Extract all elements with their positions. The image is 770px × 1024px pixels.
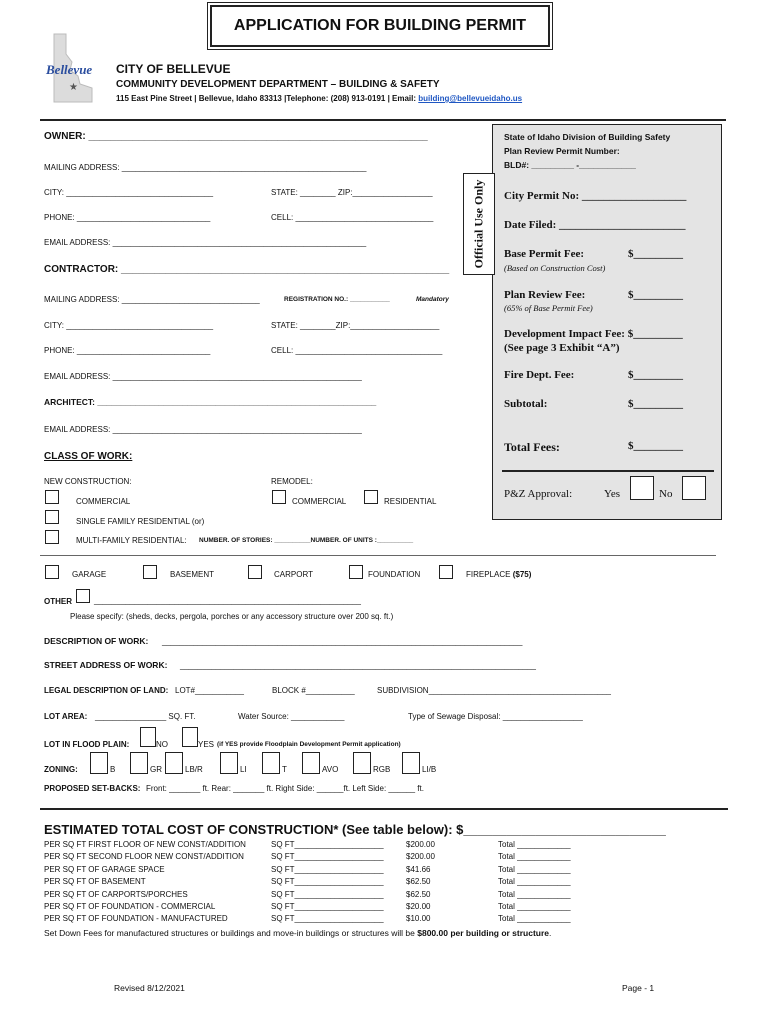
zone-checkbox[interactable] bbox=[90, 752, 108, 774]
lot-area-field[interactable]: ________________ SQ. FT. bbox=[95, 712, 196, 721]
cost-row-label: PER SQ FT OF CARPORTS/PORCHES bbox=[44, 889, 188, 899]
multi-family-checkbox[interactable] bbox=[45, 530, 59, 544]
pz-no-label: No bbox=[659, 488, 673, 500]
total-fees-label: Total Fees: bbox=[504, 440, 560, 454]
cost-row-sqft[interactable]: SQ FT____________________ bbox=[271, 914, 384, 924]
zone-label: B bbox=[110, 765, 116, 774]
owner-email-field[interactable]: EMAIL ADDRESS: _________________________________________________________ bbox=[44, 238, 367, 247]
remodel-label: REMODEL: bbox=[271, 477, 313, 486]
cost-row-rate: $10.00 bbox=[406, 914, 431, 924]
contractor-mailing-field[interactable]: MAILING ADDRESS: _______________________________ bbox=[44, 295, 260, 304]
fire-fee-value[interactable]: $_________ bbox=[628, 369, 683, 381]
zone-label: LI/B bbox=[422, 765, 437, 774]
flood-yes-label: YES bbox=[198, 740, 215, 749]
plan-fee-label: Plan Review Fee: bbox=[504, 289, 586, 301]
zone-label: AVO bbox=[322, 765, 339, 774]
fireplace-fee: ($75) bbox=[512, 570, 532, 579]
owner-cell-field[interactable]: CELL: _______________________________ bbox=[271, 213, 434, 222]
architect-field[interactable]: ARCHITECT: ___________________________________________________________ bbox=[44, 397, 377, 407]
water-source-field[interactable]: Water Source: ____________ bbox=[238, 712, 345, 721]
svg-text:★: ★ bbox=[69, 82, 78, 93]
cost-row-total[interactable]: Total ____________ bbox=[498, 864, 571, 874]
foundation-label: FOUNDATION bbox=[368, 570, 421, 579]
basement-label: BASEMENT bbox=[170, 570, 215, 579]
cost-rule bbox=[40, 808, 728, 810]
flood-yes-checkbox[interactable] bbox=[182, 727, 198, 747]
plan-fee-value[interactable]: $_________ bbox=[628, 289, 683, 301]
zoning-label: ZONING: bbox=[44, 765, 78, 774]
zone-checkbox[interactable] bbox=[302, 752, 320, 774]
setbacks-field[interactable]: Front: _______ ft. Rear: _______ ft. Right Side: ______ft. Left Side: ______ ft. bbox=[146, 784, 424, 793]
total-fees-value[interactable]: $_________ bbox=[628, 440, 683, 452]
contractor-email-field[interactable]: EMAIL ADDRESS: ________________________________________________________ bbox=[44, 372, 362, 381]
owner-mailing-field[interactable]: MAILING ADDRESS: _______________________________________________________ bbox=[44, 163, 367, 172]
subtotal-label: Subtotal: bbox=[504, 398, 548, 410]
cost-row-sqft[interactable]: SQ FT____________________ bbox=[271, 864, 384, 874]
date-filed-field[interactable]: Date Filed: _______________________ bbox=[504, 219, 686, 231]
new-construction-label: NEW CONSTRUCTION: bbox=[44, 477, 132, 486]
pz-approval-label: P&Z Approval: bbox=[504, 488, 573, 500]
city-name: CITY OF BELLEVUE bbox=[116, 62, 231, 76]
zone-checkbox[interactable] bbox=[165, 752, 183, 774]
cost-row-total[interactable]: Total ____________ bbox=[498, 889, 571, 899]
cost-row-sqft[interactable]: SQ FT____________________ bbox=[271, 852, 384, 862]
cost-row-total[interactable]: Total ____________ bbox=[498, 902, 571, 911]
cost-row-label: PER SQ FT OF FOUNDATION - MANUFACTURED bbox=[44, 914, 228, 924]
cost-row-sqft[interactable]: SQ FT____________________ bbox=[271, 889, 384, 899]
contractor-phone-field[interactable]: PHONE: ______________________________ bbox=[44, 346, 211, 355]
zone-label: LI bbox=[240, 765, 247, 774]
flood-note: (if YES provide Floodplain Development Permit application) bbox=[217, 741, 401, 748]
subtotal-value[interactable]: $_________ bbox=[628, 398, 683, 410]
dev-fee-note: (See page 3 Exhibit “A”) bbox=[504, 342, 620, 354]
contractor-city-field[interactable]: CITY: _________________________________ bbox=[44, 321, 214, 330]
pz-yes-checkbox[interactable] bbox=[630, 476, 654, 500]
foundation-checkbox[interactable] bbox=[349, 565, 363, 579]
contractor-registration-field[interactable]: REGISTRATION NO.: ___________ bbox=[284, 296, 390, 303]
single-family-checkbox[interactable] bbox=[45, 510, 59, 524]
cost-row-rate: $62.50 bbox=[406, 889, 431, 899]
form-title: APPLICATION FOR BUILDING PERMIT bbox=[210, 5, 550, 47]
zone-label: LB/R bbox=[185, 765, 203, 774]
cost-row-sqft[interactable]: SQ FT____________________ bbox=[271, 877, 384, 887]
contact-line bbox=[116, 94, 522, 103]
base-fee-value[interactable]: $_________ bbox=[628, 248, 683, 260]
owner-city-field[interactable]: CITY: _________________________________ bbox=[44, 188, 214, 197]
estimated-cost-field[interactable]: ____________________________ bbox=[463, 822, 666, 837]
commercial-checkbox[interactable] bbox=[45, 490, 59, 504]
cost-row-label: PER SQ FT OF FOUNDATION - COMMERCIAL bbox=[44, 902, 216, 911]
owner-field[interactable]: OWNER: _____________________________________________________________ bbox=[44, 131, 428, 142]
cost-row-rate: $62.50 bbox=[406, 877, 431, 887]
street-address-field[interactable]: ________________________________________________________________________________ bbox=[180, 661, 536, 670]
official-use-panel bbox=[492, 124, 722, 520]
flood-plain-label: LOT IN FLOOD PLAIN: bbox=[44, 740, 130, 749]
lot-area-label: LOT AREA: bbox=[44, 712, 88, 721]
cost-row-label: PER SQ FT OF GARAGE SPACE bbox=[44, 864, 165, 874]
base-fee-note: (Based on Construction Cost) bbox=[504, 263, 606, 273]
department-name: COMMUNITY DEVELOPMENT DEPARTMENT – BUILDING & SAFETY bbox=[116, 79, 440, 90]
other-checkbox[interactable] bbox=[76, 589, 90, 603]
city-permit-field[interactable]: City Permit No: ___________________ bbox=[504, 190, 687, 202]
plan-fee-note: (65% of Base Permit Fee) bbox=[504, 303, 593, 313]
class-of-work-heading: CLASS OF WORK: bbox=[44, 451, 133, 462]
owner-state-field[interactable]: STATE: ________ ZIP:__________________ bbox=[271, 188, 433, 197]
cost-row-total[interactable]: Total ____________ bbox=[498, 914, 571, 924]
zone-checkbox[interactable] bbox=[262, 752, 280, 774]
state-permit-line1: State of Idaho Division of Building Safety bbox=[504, 132, 671, 142]
zone-checkbox[interactable] bbox=[353, 752, 371, 774]
carport-checkbox[interactable] bbox=[248, 565, 262, 579]
mandatory-note: Mandatory bbox=[416, 296, 449, 303]
specify-note: Please specify: (sheds, decks, pergola, porches or any accessory structure over 200 sq. ft.) bbox=[70, 612, 394, 621]
top-rule bbox=[40, 119, 726, 121]
zone-checkbox[interactable] bbox=[402, 752, 420, 774]
fire-fee-label: Fire Dept. Fee: bbox=[504, 369, 575, 381]
contractor-field[interactable]: CONTRACTOR: ___________________________________________________________ bbox=[44, 264, 450, 275]
contractor-cell-field[interactable]: CELL: _________________________________ bbox=[271, 346, 443, 355]
mid-rule bbox=[40, 555, 716, 556]
fireplace-label: FIREPLACE ($75) bbox=[466, 570, 532, 579]
cost-row-sqft[interactable]: SQ FT____________________ bbox=[271, 840, 384, 849]
sewage-field[interactable]: Type of Sewage Disposal: __________________ bbox=[408, 712, 583, 721]
garage-label: GARAGE bbox=[72, 570, 107, 579]
cost-row-rate: $20.00 bbox=[406, 902, 431, 911]
architect-email-field[interactable]: EMAIL ADDRESS: ________________________________________________________ bbox=[44, 425, 362, 434]
base-fee-label: Base Permit Fee: bbox=[504, 248, 585, 260]
official-use-label: Official Use Only bbox=[463, 173, 495, 275]
setdown-note: Set Down Fees for manufactured structures or buildings and move-in buildings or structures will be $800.00 per building or structure. bbox=[44, 928, 552, 938]
garage-checkbox[interactable] bbox=[45, 565, 59, 579]
zone-label: RGB bbox=[373, 765, 391, 774]
remodel-commercial-checkbox[interactable] bbox=[272, 490, 286, 504]
carport-label: CARPORT bbox=[274, 570, 313, 579]
cost-row-rate: $41.66 bbox=[406, 864, 431, 874]
remodel-commercial-label: COMMERCIAL bbox=[292, 497, 347, 506]
residential-label: RESIDENTIAL bbox=[384, 497, 437, 506]
zone-checkbox[interactable] bbox=[220, 752, 238, 774]
page-number: Page - 1 bbox=[622, 983, 655, 993]
bld-number-field[interactable]: BLD#: _________ -____________ bbox=[504, 160, 636, 170]
legal-description-label: LEGAL DESCRIPTION OF LAND: bbox=[44, 686, 169, 695]
stories-units-field[interactable]: NUMBER. OF STORIES: __________NUMBER. OF UNITS :__________ bbox=[199, 537, 414, 544]
fireplace-checkbox[interactable] bbox=[439, 565, 453, 579]
subdivision-field[interactable]: SUBDIVISION_________________________________________ bbox=[377, 686, 611, 695]
zone-label: T bbox=[282, 765, 287, 774]
cost-row-total[interactable]: Total ____________ bbox=[498, 840, 571, 849]
cost-row-total[interactable]: Total ____________ bbox=[498, 877, 571, 887]
cost-row-sqft[interactable]: SQ FT____________________ bbox=[271, 902, 384, 911]
owner-phone-field[interactable]: PHONE: ______________________________ bbox=[44, 213, 211, 222]
other-field[interactable]: ____________________________________________________________ bbox=[94, 596, 361, 605]
cost-row-rate: $200.00 bbox=[406, 852, 435, 862]
single-family-label: SINGLE FAMILY RESIDENTIAL (or) bbox=[76, 517, 205, 526]
block-field[interactable]: BLOCK #___________ bbox=[272, 686, 355, 695]
contractor-state-field[interactable]: STATE: ________ZIP:____________________ bbox=[271, 321, 440, 330]
cost-row-total[interactable]: Total ____________ bbox=[498, 852, 571, 862]
description-field[interactable]: _________________________________________________________________________________ bbox=[162, 637, 523, 646]
other-label: OTHER bbox=[44, 597, 72, 606]
email-link[interactable]: building@bellevueidaho.us bbox=[418, 94, 523, 103]
cost-row-label: PER SQ FT SECOND FLOOR NEW CONST/ADDITION bbox=[44, 852, 244, 862]
address-text: 115 East Pine Street | Bellevue, Idaho 83313 |Telephone: (208) 913-0191 | Email: bbox=[116, 94, 419, 103]
residential-checkbox[interactable] bbox=[364, 490, 378, 504]
description-label: DESCRIPTION OF WORK: bbox=[44, 636, 149, 646]
logo-text: Bellevue bbox=[46, 62, 93, 77]
flood-no-checkbox[interactable] bbox=[140, 727, 156, 747]
flood-no-label: NO bbox=[156, 740, 168, 749]
cost-row-rate: $200.00 bbox=[406, 840, 435, 849]
lot-field[interactable]: LOT#___________ bbox=[175, 686, 244, 695]
dev-fee-field[interactable]: Development Impact Fee: $_________ bbox=[504, 328, 683, 340]
revised-date: Revised 8/12/2021 bbox=[114, 983, 185, 993]
basement-checkbox[interactable] bbox=[143, 565, 157, 579]
setbacks-label: PROPOSED SET-BACKS: bbox=[44, 784, 141, 793]
state-permit-line2: Plan Review Permit Number: bbox=[504, 146, 620, 156]
street-address-label: STREET ADDRESS OF WORK: bbox=[44, 660, 168, 670]
total-rule bbox=[502, 470, 714, 472]
pz-yes-label: Yes bbox=[604, 488, 621, 500]
zone-checkbox[interactable] bbox=[130, 752, 148, 774]
pz-no-checkbox[interactable] bbox=[682, 476, 706, 500]
zone-label: GR bbox=[150, 765, 162, 774]
cost-row-label: PER SQ FT FIRST FLOOR OF NEW CONST/ADDITION bbox=[44, 840, 246, 849]
cost-row-label: PER SQ FT OF BASEMENT bbox=[44, 877, 146, 887]
estimated-cost-heading: ESTIMATED TOTAL COST OF CONSTRUCTION* (See table below): $____________________________ bbox=[44, 822, 666, 837]
commercial-label: COMMERCIAL bbox=[76, 497, 131, 506]
city-logo bbox=[44, 32, 102, 104]
multi-family-label: MULTI-FAMILY RESIDENTIAL: bbox=[76, 536, 187, 545]
